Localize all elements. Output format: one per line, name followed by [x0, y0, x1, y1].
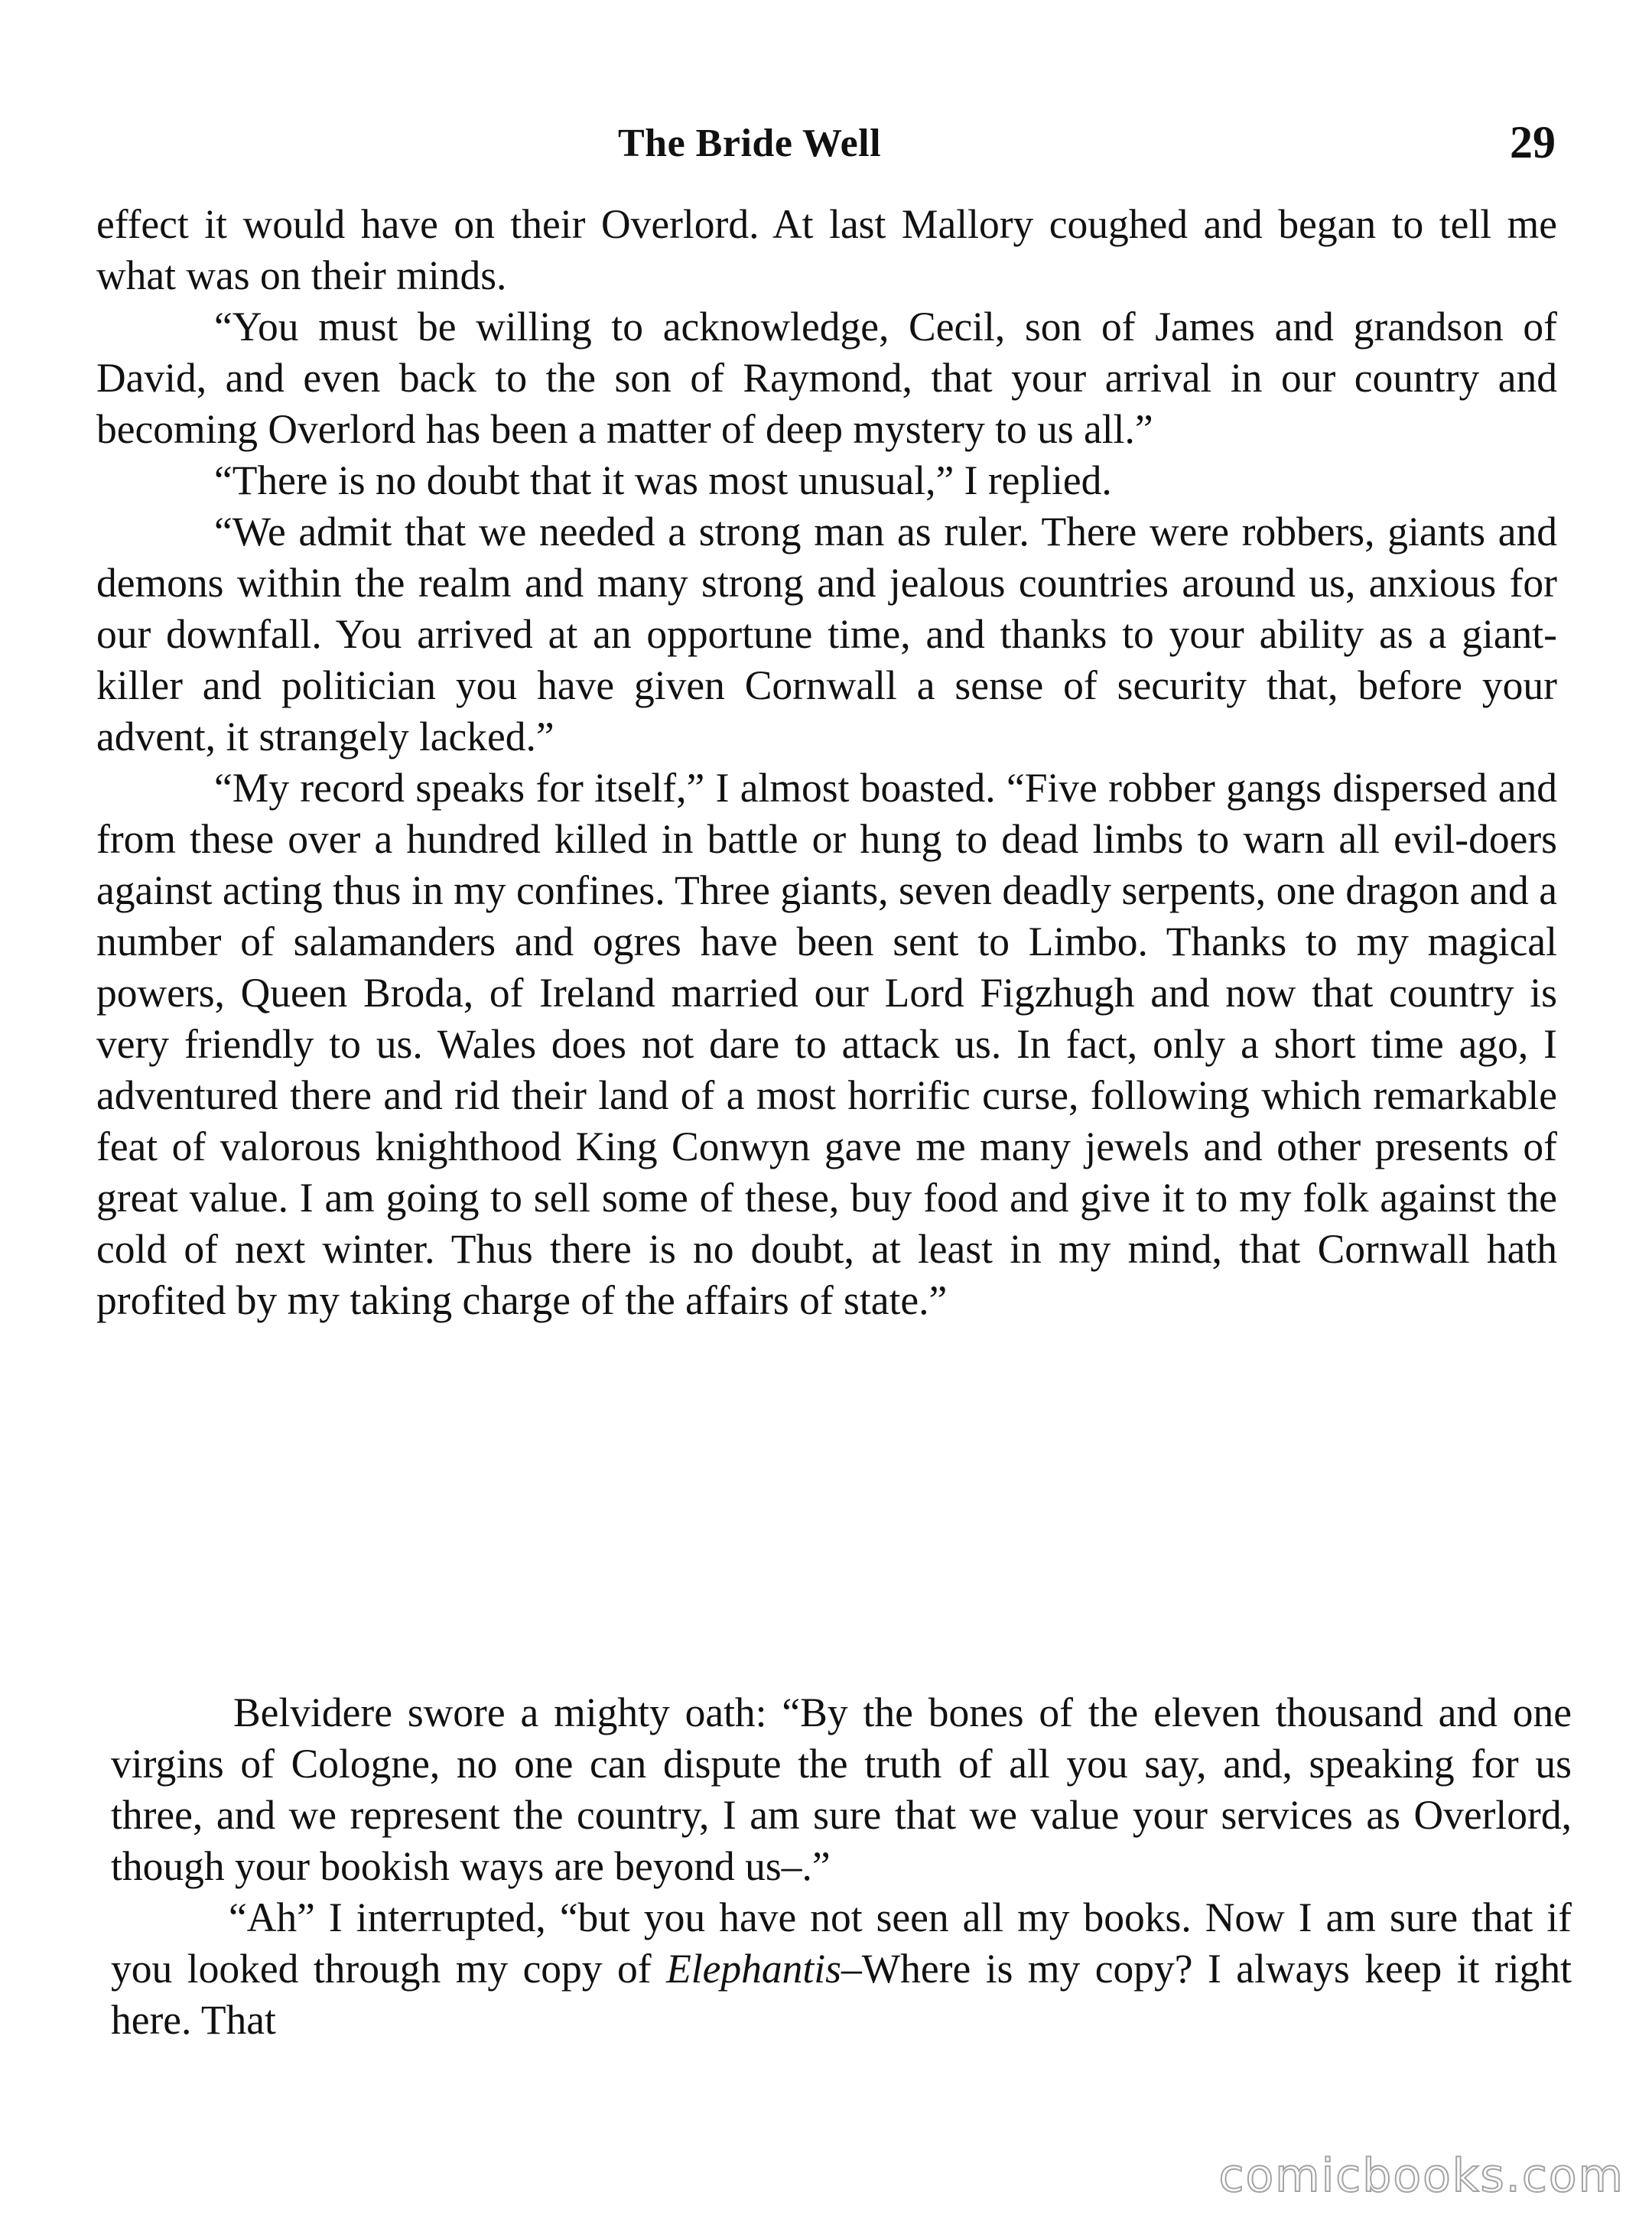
paragraph: effect it would have on their Overlord. At last Mallory coughed and began to tell me what was on their minds. — [96, 201, 1557, 298]
paragraph: Belvidere swore a mighty oath: “By the bones of the eleven thousand and one virgins of Cologne, no one can dispute the truth of all you say, and, speaking for us three, and we represent the country, I am sure that we value your services as Overlord, though your bookish ways are beyond us–.” — [111, 1690, 1572, 1889]
paragraph — [111, 1892, 1572, 2046]
body-text-block-2 — [111, 1687, 1572, 2046]
paragraph: “We admit that we needed a strong man as ruler. There were robbers, giants and demons within the realm and many strong and jealous countries around us, anxious for our downfall. You arrived at an opportune time, and thanks to your ability as a giant-killer and politician you have given Cornwall a sense of security that, before your advent, it strangely lacked.” — [96, 509, 1557, 759]
paragraph-text: “Ah” I interrupted, “but you have not seen all my books. Now I am sure that if you looked through my copy of — [111, 1894, 1572, 1992]
paragraph: “There is no doubt that it was most unusual,” I replied. — [214, 457, 1112, 503]
book-title: Elephantis — [666, 1946, 841, 1992]
running-title: The Bride Well — [618, 122, 882, 165]
page-number: 29 — [1510, 117, 1556, 167]
running-head — [0, 117, 1652, 182]
body-text-block-1 — [96, 199, 1557, 1326]
paragraph-text: –Where is my copy? I always keep it right here. That — [111, 1946, 1572, 2043]
watermark: comicbooks.com — [1218, 2149, 1624, 2203]
paragraph: “You must be willing to acknowledge, Cecil, son of James and grandson of David, and even back to the son of Raymond, that your arrival in our country and becoming Overlord has been a matter of deep mystery to us all.” — [96, 304, 1557, 452]
paragraph: “My record speaks for itself,” I almost boasted. “Five robber gangs dispersed and from these over a hundred killed in battle or hung to dead limbs to warn all evil-doers against acting thus in my confines. Three giants, seven deadly serpents, one dragon and a number of salamanders and ogres have been sent to Limbo. Thanks to my magical powers, Queen Broda, of Ireland married our Lord Figzhugh and now that country is very friendly to us. Wales does not dare to attack us. In fact, only a short time ago, I adventured there and rid their land of a most horrific curse, following which remarkable feat of valorous knighthood King Conwyn gave me many jewels and other presents of great value. I am going to sell some of these, buy food and give it to my folk against the cold of next winter. Thus there is no doubt, at least in my mind, that Cornwall hath profited by my taking charge of the affairs of state.” — [96, 765, 1557, 1323]
